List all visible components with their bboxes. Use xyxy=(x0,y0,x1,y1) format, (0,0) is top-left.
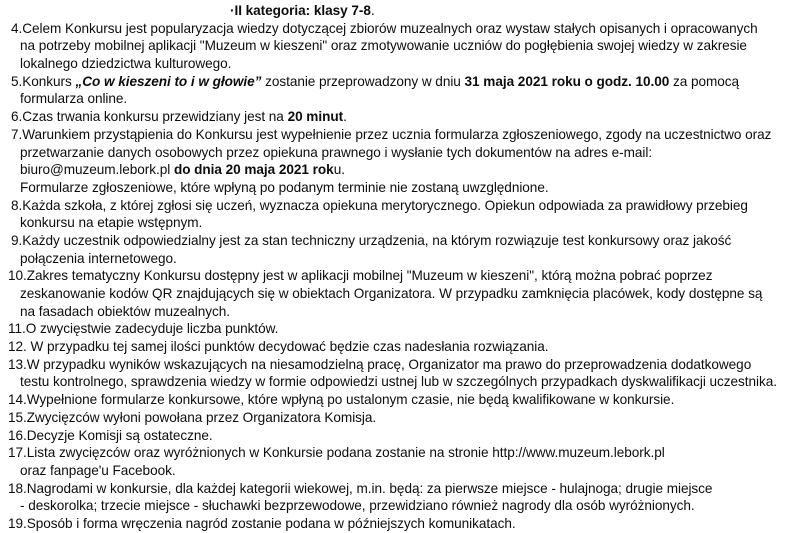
text-run: 12. W przypadku tej samej ilości punktów decydować będzie czas nadesłania rozwiązania. xyxy=(8,339,549,355)
text-run: 31 maja 2021 roku o godz. 10.00 xyxy=(464,73,670,89)
item-7-line-2 xyxy=(0,144,800,162)
competition-regulations-list xyxy=(0,2,800,533)
text-run: zeskanowanie kodów QR znajdujących się w obiektach Organizatora. W przypadku zamknięcia placówek, kody dostępne są xyxy=(20,286,763,301)
text-run: . xyxy=(343,109,347,125)
text-run: do dnia 20 maja 2021 rok xyxy=(173,162,334,178)
text-run: 20 minut xyxy=(287,109,344,125)
item-4-line-1 xyxy=(0,20,800,38)
text-run: 6.Czas trwania konkursu przewidziany jest na xyxy=(11,109,288,125)
item-7-line-3 xyxy=(0,161,800,179)
category-heading xyxy=(0,2,800,20)
text-run: 9.Każdy uczestnik odpowiedzialny jest za stan techniczny urządzenia, na którym rozwiązuje test konkursowy oraz jakość xyxy=(11,232,732,248)
text-run: lokalnego dziedzictwa kulturowego. xyxy=(20,56,232,72)
item-13-line-2 xyxy=(0,373,800,391)
item-9-line-2 xyxy=(0,250,800,268)
text-run: konkursu na etapie wstępnym. xyxy=(20,215,203,231)
item-5-line-1 xyxy=(0,73,800,91)
text-run: Formularze zgłoszeniowe, które wpłyną po podanym terminie nie zostaną uwzględnione. xyxy=(20,179,549,195)
text-run: 10.Zakres tematyczny Konkursu dostępny jest w aplikacji mobilnej "Muzeum w kieszeni", którą można pobrać poprzez xyxy=(8,268,713,284)
text-run: zostanie przeprowadzony w dniu xyxy=(261,73,465,89)
item-9-line-1 xyxy=(0,232,800,250)
text-run: 15.Zwycięzców wyłoni powołana przez Organizatora Komisja. xyxy=(8,409,377,425)
text-run: na potrzeby mobilnej aplikacji "Muzeum w kieszeni" oraz zmotywowanie uczniów do pogłębienia swojej wiedzy w zakresie xyxy=(20,38,747,54)
text-run: przetwarzanie danych osobowych przez opiekuna prawnego i wysłanie tych dokumentów na adres e-mail: xyxy=(20,144,653,160)
item-10-line-3 xyxy=(0,303,800,321)
text-run: 13.W przypadku wyników wskazujących na niesamodzielną pracę, Organizator ma prawo do przeprowadzenia dodatkowego xyxy=(8,356,752,372)
item-8-line-2 xyxy=(0,214,800,232)
item-17-line-1 xyxy=(0,444,800,462)
item-13-line-1 xyxy=(0,356,800,374)
text-run: testu kontrolnego, sprawdzenia wiedzy w formie odpowiedzi ustnej lub w szczególnych przypadkach dyskwalifikacji uczestnika. xyxy=(20,374,777,390)
item-12-line-1 xyxy=(0,338,800,356)
text-run: 19.Sposób i forma wręczenia nagród zostanie podana w późniejszych komunikatach. xyxy=(8,515,516,531)
text-run: 7.Warunkiem przystąpienia do Konkursu jest wypełnienie przez ucznia formularza zgłoszeniowego, zgody na uczestnictwo oraz xyxy=(11,126,772,142)
text-run: na fasadach obiektów muzealnych. xyxy=(20,303,230,319)
item-17-line-2 xyxy=(0,462,800,480)
item-8-line-1 xyxy=(0,197,800,215)
item-4-line-2 xyxy=(0,37,800,55)
item-6-line-1 xyxy=(0,108,800,126)
item-16-line-1 xyxy=(0,427,800,445)
text-run: biuro@muzeum.lebork.pl xyxy=(20,162,174,178)
text-run: 16.Decyzje Komisji są ostateczne. xyxy=(8,427,213,443)
text-run: 18.Nagrodami w konkursie, dla każdej kategorii wiekowej, m.in. będą: za pierwsze miejsce - hulajnoga; drugie miejsce xyxy=(8,480,713,496)
item-7-line-1 xyxy=(0,126,800,144)
text-run: połączenia internetowego. xyxy=(20,250,177,266)
text-run: ·II kategoria: klasy 7-8 xyxy=(230,3,371,18)
text-run: 5.Konkurs xyxy=(11,73,76,89)
item-19-line-1 xyxy=(0,515,800,533)
text-run: u. xyxy=(333,162,345,178)
item-7-line-4 xyxy=(0,179,800,197)
item-14-line-1 xyxy=(0,391,800,409)
item-5-line-2 xyxy=(0,90,800,108)
item-4-line-3 xyxy=(0,55,800,73)
text-run: 4.Celem Konkursu jest popularyzacja wiedzy dotyczącej zbiorów muzealnych oraz wystaw stałych opisanych i opracowanych xyxy=(11,20,758,36)
text-run: . xyxy=(370,3,375,18)
text-run: 8.Każda szkoła, z której zgłosi się uczeń, wyznacza opiekuna merytorycznego. Opiekun odpowiada za prawidłowy przebieg xyxy=(11,197,748,213)
text-run: 11.O zwycięstwie zadecyduje liczba punktów. xyxy=(8,321,279,337)
text-run: „Co w kieszeni to i w głowie” xyxy=(75,73,262,89)
text-run: 17.Lista zwycięzców oraz wyróżnionych w Konkursie podana zostanie na stronie http://www.muzeum.lebork.pl xyxy=(8,445,665,461)
text-run: formularza online. xyxy=(20,91,128,107)
item-18-line-2 xyxy=(0,497,800,515)
text-run: 14.Wypełnione formularze konkursowe, które wpłyną po ustalonym czasie, nie będą kwalifikowane w konkursie. xyxy=(8,392,675,408)
text-run: - deskorolka; trzecie miejsce - słuchawki bezprzewodowe, przewidziano również nagrody dla osób wyróżnionych. xyxy=(20,498,695,514)
item-18-line-1 xyxy=(0,480,800,498)
item-10-line-1 xyxy=(0,267,800,285)
item-10-line-2 xyxy=(0,285,800,303)
text-run: za pomocą xyxy=(669,73,740,89)
text-run: oraz fanpage'u Facebook. xyxy=(20,462,176,478)
item-11-line-1 xyxy=(0,320,800,338)
item-15-line-1 xyxy=(0,409,800,427)
